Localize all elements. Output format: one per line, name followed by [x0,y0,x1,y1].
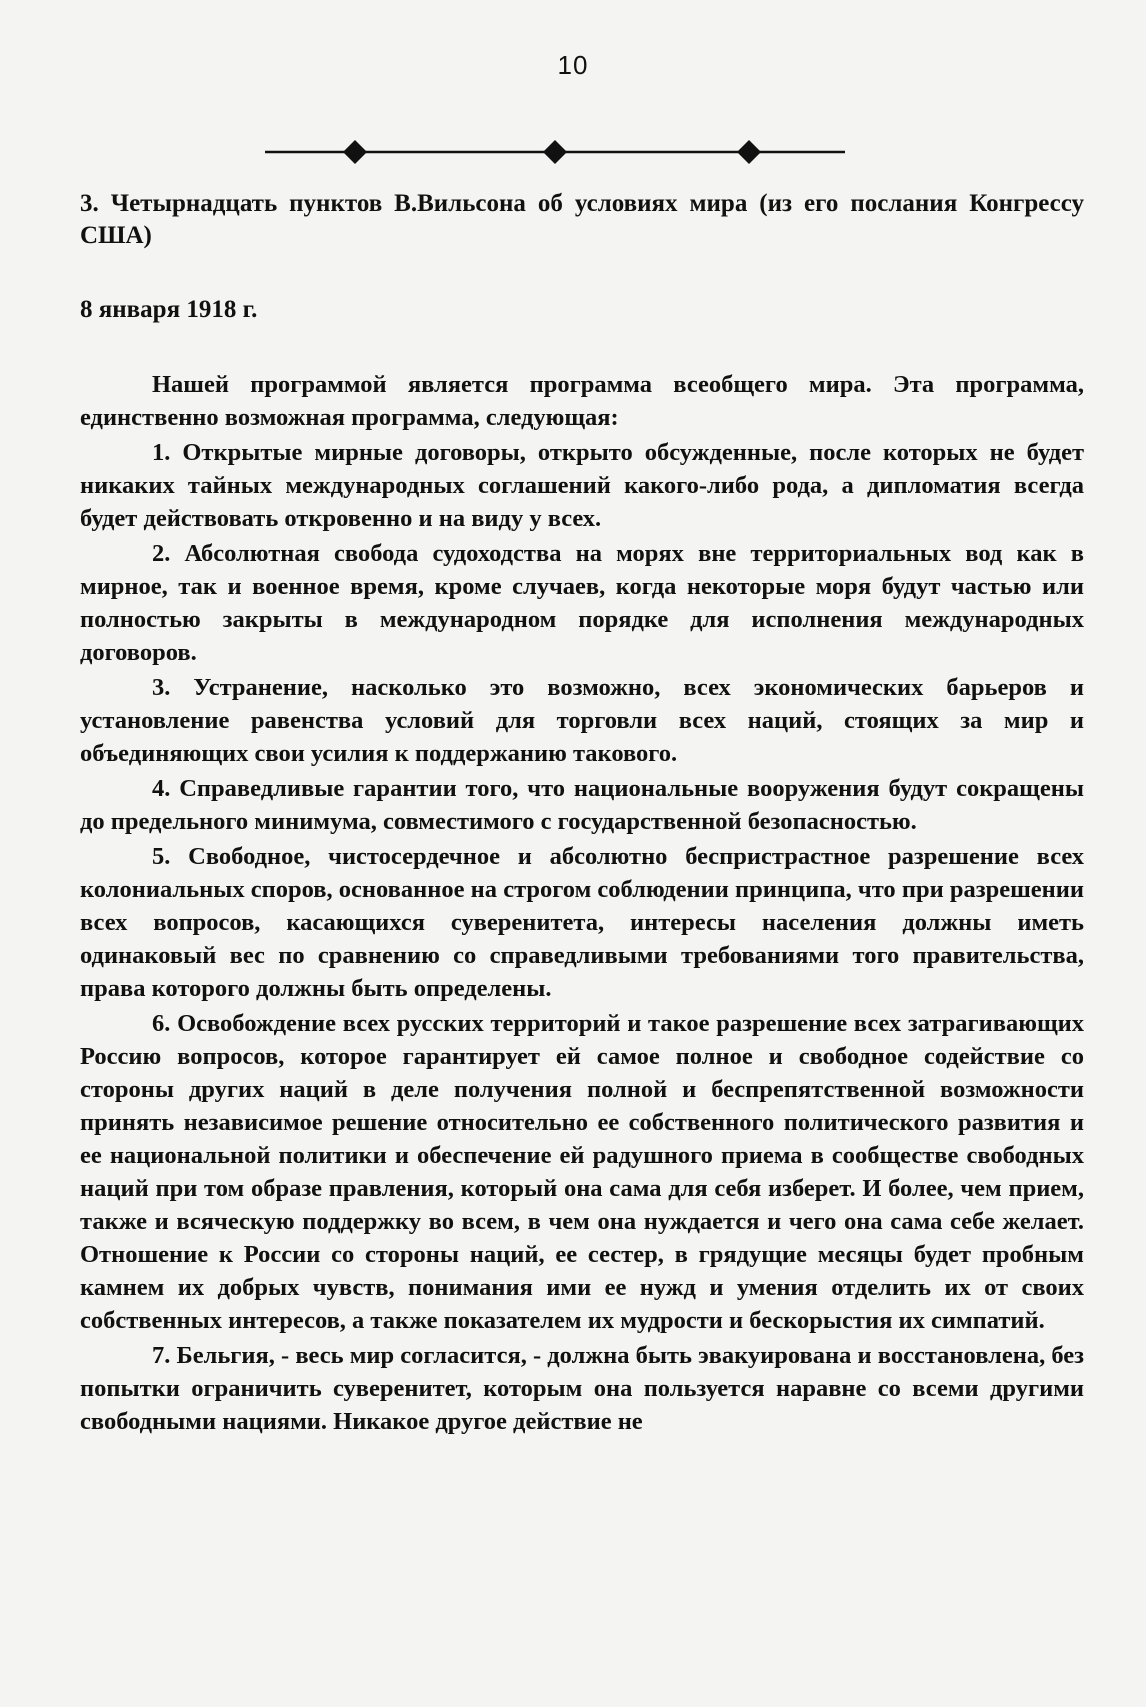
point-5: 5. Свободное, чистосердечное и абсолютно беспристрастное разрешение всех колониальных споров, основанное на строгом соблюдении принципа, что при разрешении всех вопросов, касающихся суверенитета, интересы населения должны иметь одинаковый вес по сравнению со справедливыми требованиями того правительства, права которого должны быть определены. [80,843,1084,1002]
point-6: 6. Освобождение всех русских территорий и такое разрешение всех затрагивающих Россию вопросов, которое гарантирует ей самое полное и свободное содействие со стороны других наций в деле получения полной и беспрепятственной возможности принять независимое решение относительно ее собственного политического развития и ее национальной политики и обеспечение ей радушного приема в сообществе свободных наций при том образе правления, который она сама для себя изберет. И более, чем прием, также и всяческую поддержку во всем, в чем она нуждается и чего она сама себе желает. Отношение к России со стороны наций, ее сестер, в грядущие месяцы будет пробным камнем их добрых чувств, понимания ими ее нужд и умения отделить их от своих собственных интересов, а также показателем их мудрости и бескорыстия их симпатий. [80,1010,1084,1334]
ornament-diamond-center [543,140,567,164]
point-7: 7. Бельгия, - весь мир согласится, - должна быть эвакуирована и восстановлена, без попытки ограничить суверенитет, которым она пользуется наравне со всеми другими свободными нациями. Никакое другое действие не [80,1342,1084,1435]
point-2: 2. Абсолютная свобода судоходства на морях вне территориальных вод как в мирное, так и военное время, кроме случаев, когда некоторые моря будут частью или полностью закрыты в международном порядке для исполнения международных договоров. [80,540,1084,666]
point-3: 3. Устранение, насколько это возможно, всех экономических барьеров и установление равенства условий для торговли всех наций, стоящих за мир и объединяющих свои усилия к поддержанию такового. [80,674,1084,767]
document-body [80,188,1084,1438]
intro-paragraph: Нашей программой является программа всеобщего мира. Эта программа, единственно возможная программа, следующая: [80,371,1084,431]
document-date: 8 января 1918 г. [80,296,258,323]
ornament-diamond-right [737,140,761,164]
ornament-divider [265,140,845,164]
page-number: 10 [557,50,589,80]
document-heading: 3. Четырнадцать пунктов В.Вильсона об условиях мира (из его послания Конгрессу США) [80,190,1084,249]
ornament-diamond-left [343,140,367,164]
point-1: 1. Открытые мирные договоры, открыто обсужденные, после которых не будет никаких тайных международных соглашений какого-либо рода, а дипломатия всегда будет действовать откровенно и на виду у всех. [80,439,1084,532]
point-4: 4. Справедливые гарантии того, что национальные вооружения будут сокращены до предельного минимума, совместимого с государственной безопасностью. [80,775,1084,835]
